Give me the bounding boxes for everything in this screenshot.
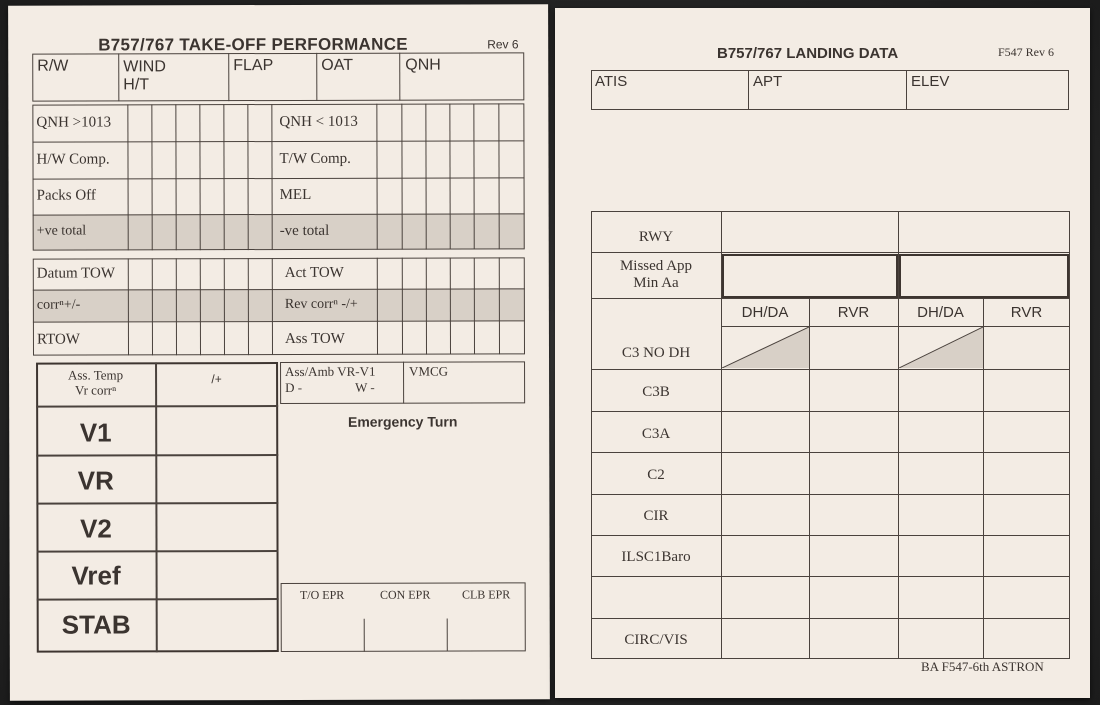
landing-data-card [555, 8, 1090, 698]
rev-corr-label: Rev corrⁿ -/+ [284, 296, 358, 312]
ass-temp-label: Ass. Temp Vr corrⁿ [67, 367, 124, 398]
mel-label: MEL [279, 186, 312, 203]
vr-label: VR [77, 465, 114, 496]
rvr-header-2: RVR [1010, 304, 1043, 321]
datum-tow-label: Datum TOW [36, 265, 116, 282]
landing-form-rev: F547 Rev 6 [998, 45, 1055, 59]
v1-label: V1 [79, 417, 112, 448]
v2-input[interactable] [157, 504, 277, 549]
vref-label: Vref [71, 560, 121, 591]
takeoff-title: B757/767 TAKE-OFF PERFORMANCE [98, 34, 408, 55]
hw-comp-label: H/W Comp. [36, 151, 110, 168]
row-label-cir: CIR [643, 508, 669, 524]
row-label-c2: C2 [647, 467, 665, 483]
rtow-label: RTOW [36, 331, 80, 348]
con-epr-label: CON EPR [379, 587, 431, 602]
missed-app-input-1[interactable] [722, 254, 898, 298]
missed-app-label: Missed App Min Aa [619, 258, 693, 292]
vr-input[interactable] [157, 456, 277, 501]
v2-label: V2 [80, 513, 112, 544]
missed-app-input-2[interactable] [899, 254, 1069, 298]
oat-cell[interactable]: OAT [321, 56, 353, 74]
c3-no-dh-diagonal-1 [722, 327, 809, 368]
landing-footer: BA F547-6th ASTRON [921, 659, 1044, 674]
corr-label: corrⁿ+/- [36, 297, 81, 313]
qnh-above-label: QNH >1013 [36, 114, 112, 131]
dhda-header-2: DH/DA [917, 304, 964, 321]
c3-no-dh-diagonal-2 [899, 327, 983, 368]
qnh-below-label: QNH < 1013 [279, 113, 358, 130]
takeoff-header-row [32, 52, 524, 101]
landing-title: B757/767 LANDING DATA [717, 45, 899, 62]
act-tow-label: Act TOW [284, 264, 344, 281]
row-label-c3b: C3B [642, 384, 670, 400]
clb-epr-label: CLB EPR [461, 587, 511, 602]
negative-total-label: -ve total [279, 222, 330, 239]
vmcg-label: VMCG [409, 363, 449, 379]
takeoff-rev: Rev 6 [487, 37, 519, 52]
ass-amb-w[interactable]: W - [355, 379, 375, 395]
apt-cell[interactable]: APT [753, 73, 783, 90]
ass-tow-label: Ass TOW [284, 330, 345, 347]
rvr-header-1: RVR [837, 304, 870, 321]
emergency-turn-area[interactable] [283, 434, 523, 575]
atis-row [591, 70, 1069, 110]
atis-cell[interactable]: ATIS [595, 73, 628, 90]
row-label-circ-vis: CIRC/VIS [624, 632, 688, 648]
ass-temp-value[interactable]: /+ [211, 372, 222, 387]
row-label-ilsc1baro: ILSC1Baro [621, 549, 691, 565]
wind-cell[interactable]: WIND H/T [123, 58, 166, 94]
to-epr-label: T/O EPR [299, 587, 345, 602]
qnh-cell[interactable]: QNH [405, 56, 441, 74]
flap-cell[interactable]: FLAP [233, 57, 274, 75]
rw-cell[interactable]: R/W [37, 57, 69, 75]
stab-input[interactable] [158, 600, 278, 650]
row-label-c3a: C3A [641, 426, 671, 442]
tw-comp-label: T/W Comp. [279, 150, 351, 167]
emergency-turn-label: Emergency Turn [347, 413, 458, 430]
takeoff-performance-card [8, 4, 550, 700]
packs-off-label: Packs Off [36, 187, 96, 204]
positive-total-label: +ve total [36, 223, 87, 239]
stab-label: STAB [61, 609, 131, 640]
ass-amb-label: Ass/Amb VR-V1 [285, 363, 376, 379]
row-label-c3-no-dh: C3 NO DH [621, 345, 691, 361]
ass-amb-d[interactable]: D - [285, 379, 303, 395]
elev-cell[interactable]: ELEV [911, 73, 950, 90]
rwy-label: RWY [638, 229, 674, 245]
dhda-header-1: DH/DA [741, 304, 789, 321]
vref-input[interactable] [158, 552, 278, 597]
v1-input[interactable] [157, 407, 277, 453]
